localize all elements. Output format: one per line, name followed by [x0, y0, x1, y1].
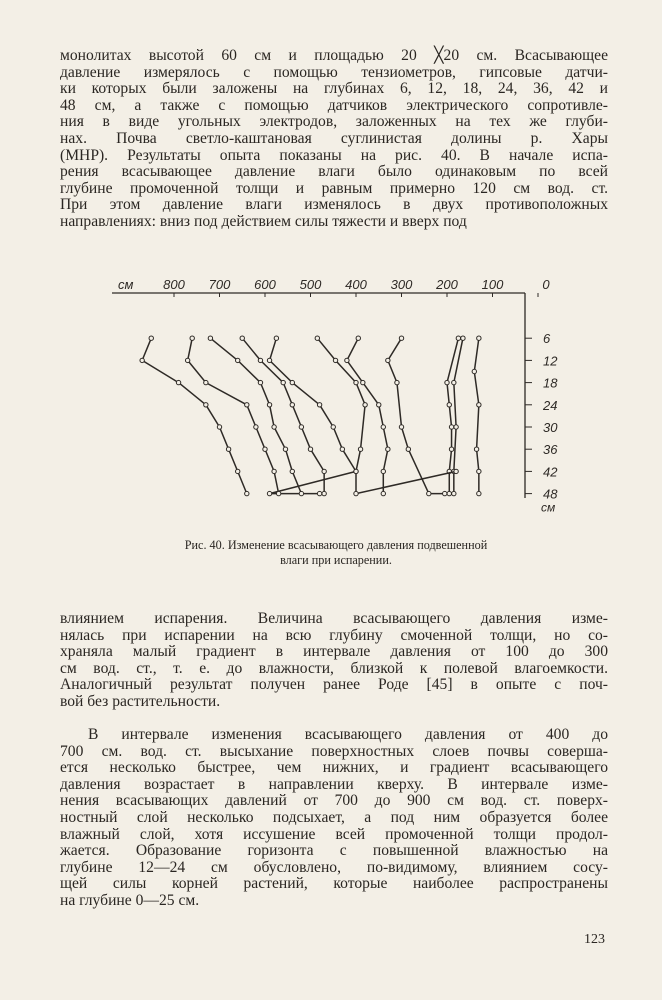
- text-line: монолитах высотой 60 см и площадью 20 ╳20 см. Всасывающее: [60, 47, 608, 64]
- data-point: [477, 469, 481, 473]
- text-line: рения всасывающее давление влаги было одинаковым по всей: [60, 163, 608, 181]
- text-line: ния в виде угольных электродов, заложенных на тех же глуби-: [60, 113, 608, 131]
- data-point: [190, 336, 194, 340]
- chart-curves: [140, 336, 481, 496]
- data-point: [386, 358, 390, 362]
- data-point: [308, 447, 312, 451]
- data-point: [477, 491, 481, 495]
- data-point: [272, 469, 276, 473]
- data-point: [449, 447, 453, 451]
- series-line: [388, 338, 445, 493]
- text-line: ки которых были заложены на глубинах 6, 12, 18, 24, 36, 42 и: [60, 80, 608, 98]
- data-point: [427, 491, 431, 495]
- data-point: [454, 425, 458, 429]
- data-point: [236, 469, 240, 473]
- series-line: [270, 338, 356, 493]
- data-point: [381, 491, 385, 495]
- text-line: 48 см, а также с помощью датчиков электрического сопротивле-: [60, 96, 608, 114]
- data-point: [254, 425, 258, 429]
- data-point: [447, 403, 451, 407]
- y-tick-label: 12: [543, 353, 558, 369]
- text-line: храняла малый градиент в интервале давления от 100 до 300: [60, 643, 608, 661]
- x-unit-label: см: [118, 277, 134, 292]
- data-point: [226, 447, 230, 451]
- data-point: [354, 469, 358, 473]
- data-point: [245, 491, 249, 495]
- x-tick-label: 700: [208, 277, 231, 292]
- text-line: на глубине 0—25 см.: [60, 891, 200, 909]
- data-point: [386, 447, 390, 451]
- data-point: [381, 425, 385, 429]
- chart-axes: [112, 293, 525, 498]
- data-point: [208, 336, 212, 340]
- data-point: [267, 358, 271, 362]
- data-point: [299, 425, 303, 429]
- data-point: [356, 336, 360, 340]
- data-point: [283, 447, 287, 451]
- data-point: [452, 380, 456, 384]
- text-block-2: [60, 611, 608, 711]
- data-point: [217, 425, 221, 429]
- chart-ticks: [118, 277, 558, 515]
- text-line: нах. Почва светло-каштановая суглинистая долины р. Хары: [60, 129, 608, 147]
- data-point: [340, 447, 344, 451]
- text-line: нялась при испарении на всю глубину смоченной толщи, но со-: [60, 626, 608, 644]
- text-line: При этом давление влаги изменялось в двух противоположных: [60, 196, 608, 214]
- text-line: направлениях: вниз под действием силы тяжести и вверх под: [60, 212, 467, 230]
- data-point: [477, 336, 481, 340]
- text-line: влажный слой, хотя иссушение всей промоченной толщи продол-: [60, 825, 608, 843]
- x-tick-label: 200: [436, 277, 458, 292]
- data-point: [331, 425, 335, 429]
- data-point: [333, 358, 337, 362]
- data-point: [204, 403, 208, 407]
- data-point: [363, 403, 367, 407]
- text-line: давление измерялось с помощью тензиометров, гипсовые датчи-: [60, 63, 608, 81]
- data-point: [267, 491, 271, 495]
- x-tick-label: 400: [345, 277, 367, 292]
- y-tick-label: 42: [543, 464, 558, 480]
- x-tick-label: 500: [299, 277, 322, 292]
- data-point: [317, 491, 321, 495]
- data-point: [263, 447, 267, 451]
- data-point: [447, 491, 451, 495]
- text-line: см вод. ст., т. е. до влажности, близкой к полевой влагоемкости.: [60, 659, 608, 677]
- data-point: [276, 491, 280, 495]
- data-point: [445, 380, 449, 384]
- y-tick-label: 36: [543, 442, 558, 458]
- x-tick-label: 300: [390, 277, 413, 292]
- text-line: ностный слой несколько подсыхает, а под ним образуется более: [60, 808, 608, 826]
- data-point: [272, 425, 276, 429]
- data-point: [240, 336, 244, 340]
- data-point: [345, 358, 349, 362]
- data-point: [399, 425, 403, 429]
- data-point: [315, 336, 319, 340]
- data-point: [406, 447, 410, 451]
- y-unit-label: см: [541, 500, 556, 515]
- data-point: [317, 403, 321, 407]
- y-tick-label: 18: [543, 375, 558, 391]
- x-tick-label: 100: [481, 277, 504, 292]
- data-point: [443, 491, 447, 495]
- figure-caption: [116, 538, 556, 568]
- data-point: [322, 491, 326, 495]
- data-point: [322, 469, 326, 473]
- data-point: [274, 336, 278, 340]
- data-point: [354, 380, 358, 384]
- data-point: [149, 336, 153, 340]
- data-point: [354, 491, 358, 495]
- data-point: [452, 491, 456, 495]
- text-line: 700 см. вод. ст. высыхание поверхностных слоев почвы соверша-: [60, 742, 608, 760]
- text-line: Аналогичный результат получен ранее Роде [45] в опыте с поч-: [60, 676, 608, 694]
- text-line: вой без растительности.: [60, 692, 221, 710]
- data-point: [449, 425, 453, 429]
- x-tick-label: 600: [254, 277, 276, 292]
- data-point: [245, 403, 249, 407]
- text-line: В интервале изменения всасывающего давления от 400 до: [88, 726, 608, 743]
- caption-line-1: Рис. 40. Изменение всасывающего давления подвешенной: [184, 538, 488, 552]
- data-point: [477, 403, 481, 407]
- data-point: [176, 380, 180, 384]
- data-point: [472, 369, 476, 373]
- caption-line-2: влаги при испарении.: [280, 553, 392, 567]
- series-line: [242, 338, 324, 493]
- data-point: [358, 447, 362, 451]
- data-point: [299, 491, 303, 495]
- data-point: [361, 380, 365, 384]
- data-point: [140, 358, 144, 362]
- data-point: [267, 403, 271, 407]
- y-tick-label: 6: [543, 331, 551, 347]
- data-point: [456, 336, 460, 340]
- data-point: [290, 380, 294, 384]
- data-point: [204, 380, 208, 384]
- data-point: [399, 336, 403, 340]
- data-point: [461, 336, 465, 340]
- text-line: ется несколько быстрее, чем нижних, и градиент всасывающего: [60, 759, 608, 777]
- text-line: нения всасывающих давлений от 700 до 900 см вод. ст. поверх-: [60, 792, 608, 810]
- text-line: глубине 12—24 см обусловлено, по-видимому, влиянием сосу-: [60, 858, 608, 876]
- x-tick-label: 800: [163, 277, 185, 292]
- data-point: [281, 380, 285, 384]
- data-point: [185, 358, 189, 362]
- data-point: [381, 469, 385, 473]
- text-line: (МНР). Результаты опыта показаны на рис. 40. В начале испа-: [60, 146, 608, 164]
- series-line: [142, 338, 247, 493]
- data-point: [290, 403, 294, 407]
- data-point: [395, 380, 399, 384]
- data-point: [236, 358, 240, 362]
- data-point: [377, 403, 381, 407]
- text-line: глубине промоченной толщи и равным примерно 120 см вод. ст.: [60, 179, 608, 197]
- y-tick-label: 30: [543, 420, 558, 435]
- data-point: [454, 469, 458, 473]
- text-line: давления возрастает в направлении кверху. В интервале изме-: [60, 775, 608, 793]
- series-line: [210, 338, 301, 493]
- data-point: [258, 380, 262, 384]
- series-line: [188, 338, 279, 493]
- data-point: [290, 469, 294, 473]
- text-line: щей силы корней растений, которые наиболее распространены: [60, 875, 608, 893]
- x-tick-label: 0: [542, 277, 550, 292]
- y-tick-label: 24: [543, 397, 558, 413]
- text-block-3: [60, 727, 608, 910]
- y-tick-label: 48: [543, 486, 558, 502]
- text-line: влиянием испарения. Величина всасывающего давления изме-: [60, 610, 608, 627]
- page-number: 123: [584, 932, 605, 947]
- text-line: жается. Образование горизонта с повышенной влажностью на: [60, 842, 608, 860]
- data-point: [258, 358, 262, 362]
- data-point: [474, 447, 478, 451]
